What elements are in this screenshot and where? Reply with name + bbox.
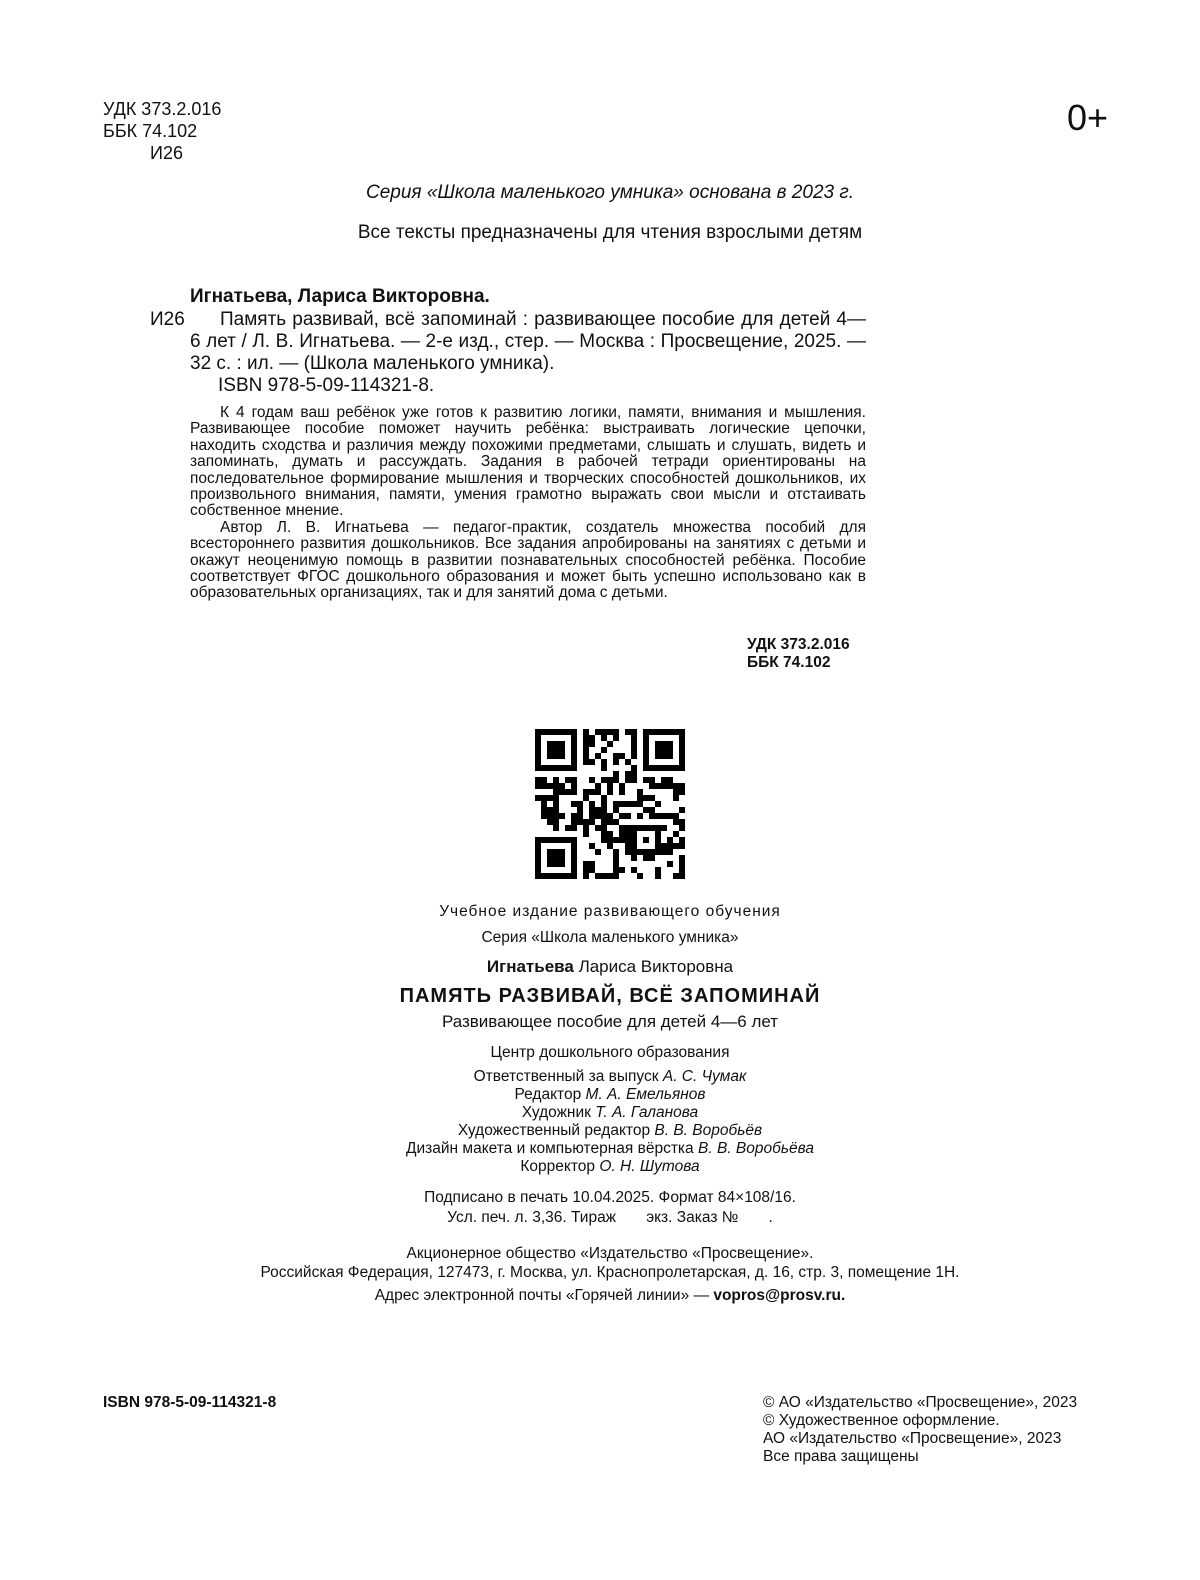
- print-info: Подписано в печать 10.04.2025. Формат 84×108/16.: [424, 1189, 796, 1206]
- credit-line: [0, 1086, 1200, 1104]
- classification-codes: [103, 98, 221, 164]
- isbn-footer: ISBN 978-5-09-114321-8: [103, 1394, 277, 1411]
- credit-line: [0, 1104, 1200, 1122]
- credit-role: Корректор: [520, 1158, 596, 1175]
- author-surname: Игнатьева: [486, 957, 574, 976]
- copyright-line: АО «Издательство «Просвещение», 2023: [763, 1430, 1062, 1447]
- copyright-block: [763, 1394, 1077, 1466]
- credit-line: [0, 1068, 1200, 1086]
- book-subtitle: Развивающее пособие для детей 4—6 лет: [441, 1012, 779, 1031]
- credit-role: Художник: [521, 1104, 591, 1121]
- credits-list: [0, 1068, 1200, 1176]
- credit-role: Ответственный за выпуск: [473, 1068, 659, 1085]
- annotation: [190, 405, 866, 602]
- annotation-paragraph: Автор Л. В. Игнатьева — педагог-практик, создатель множества пособий для всестороннего развития дошкольников. Все задания апробированы на занятиях с детьми и окажут неоценимую помощь в развитии познавательных способностей ребёнка. Пособие соответствует ФГОС дошкольного образования и может быть успешно использовано как в образовательных организациях, так и для занятий дома с детьми.: [190, 518, 866, 602]
- card-isbn: ISBN 978-5-09-114321-8.: [218, 375, 435, 396]
- udk-code: УДК 373.2.016: [747, 636, 850, 653]
- bbk-code: ББК 74.102: [103, 121, 198, 141]
- credit-name: М. А. Емельянов: [585, 1086, 706, 1103]
- imprint-author: [0, 958, 1200, 976]
- classification-codes-bottom: [747, 636, 850, 672]
- email-label: Адрес электронной почты «Горячей линии» —: [374, 1287, 710, 1304]
- copyright-line: Все права защищены: [763, 1448, 919, 1465]
- card-code: И26: [150, 309, 185, 330]
- bbk-code: ББК 74.102: [747, 654, 831, 671]
- imprint-series: Серия «Школа маленького умника»: [481, 929, 739, 946]
- credit-name: А. С. Чумак: [662, 1068, 747, 1085]
- publisher-address: Российская Федерация, 127473, г. Москва, ул. Краснопролетарская, д. 16, стр. 3, помещение 1Н.: [260, 1264, 960, 1281]
- edition-type: Учебное издание развивающего обучения: [439, 903, 781, 920]
- author-mark: И26: [150, 143, 183, 163]
- series-note: Серия «Школа маленького умника» основана в 2023 г.: [365, 182, 855, 203]
- department: Центр дошкольного образования: [490, 1044, 730, 1061]
- credit-name: О. Н. Шутова: [599, 1158, 700, 1175]
- credit-line: [0, 1158, 1200, 1176]
- card-author: Игнатьева, Лариса Викторовна.: [190, 286, 490, 307]
- age-rating: 0+: [1067, 97, 1109, 138]
- print-run: Усл. печ. л. 3,36. Тираж экз. Заказ № .: [447, 1209, 773, 1226]
- readers-note: Все тексты предназначены для чтения взрослыми детям: [357, 222, 863, 243]
- udk-code: УДК 373.2.016: [103, 99, 222, 119]
- copyright-line: © Художественное оформление.: [763, 1412, 1000, 1429]
- qr-code: [535, 729, 685, 879]
- card-description: Память развивай, всё запоминай : развивающее пособие для детей 4—6 лет / Л. В. Игнатьева. — 2-е изд., стер. — Москва : Просвещение, 2025. — 32 с. : ил. — (Школа маленького умника).: [190, 309, 866, 374]
- credit-role: Дизайн макета и компьютерная вёрстка: [406, 1140, 694, 1157]
- credit-role: Художественный редактор: [457, 1122, 651, 1139]
- email-link[interactable]: vopros@prosv.ru.: [713, 1287, 846, 1304]
- copyright-line: © АО «Издательство «Просвещение», 2023: [763, 1394, 1078, 1411]
- credit-name: В. В. Воробьёва: [698, 1140, 814, 1157]
- book-title: ПАМЯТЬ РАЗВИВАЙ, ВСЁ ЗАПОМИНАЙ: [399, 985, 821, 1007]
- credit-name: Т. А. Галанова: [595, 1104, 699, 1121]
- credit-role: Редактор: [514, 1086, 582, 1103]
- credit-line: [0, 1140, 1200, 1158]
- credit-name: В. В. Воробьёв: [654, 1122, 763, 1139]
- credit-line: [0, 1122, 1200, 1140]
- hotline-email: [0, 1287, 1200, 1305]
- publisher-name: Акционерное общество «Издательство «Просвещение».: [406, 1245, 814, 1262]
- annotation-paragraph: К 4 годам ваш ребёнок уже готов к развитию логики, памяти, внимания и мышления. Развивающее пособие поможет научить ребёнка: выстраивать логические цепочки, находить сходства и различия между похожими предметами, слышать и слушать, видеть и запоминать, думать и рассуждать. Задания в рабочей тетради ориентированы на последовательное формирование мышления и творческих способностей дошкольников, их произвольного внимания, памяти, умения грамотно выражать свои мысли и отстаивать собственное мнение.: [190, 404, 866, 520]
- author-names: Лариса Викторовна: [578, 957, 734, 976]
